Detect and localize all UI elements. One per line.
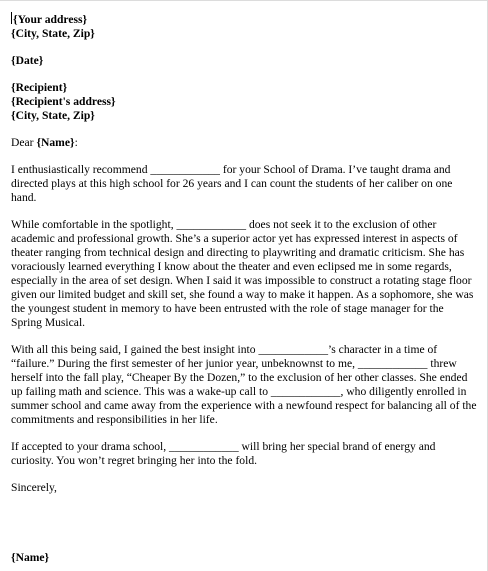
- sender-address-line: [11, 12, 477, 27]
- recipient-name: {Recipient}: [11, 81, 68, 94]
- sender-block: [11, 12, 477, 41]
- salutation-suffix: :: [74, 136, 78, 149]
- salutation-prefix: Dear: [11, 136, 37, 149]
- letter-document[interactable]: [11, 12, 477, 565]
- body-paragraph-2: While comfortable in the spotlight, ____________ does not seek it to the exclusion of other academic and professional growth. She’s a superior actor yet has expressed interest in aspects of theater ranging from technical design and directing to playwriting and dramatic criticism. She has voraciously learned everything I know about the theater and even eclipsed me in some regards, especially in the area of set design. When I said it was impossible to construct a rotating stage floor given our limited budget and skill set, she found a way to make it happen. As a sophomore, she was the youngest student in memory to have been entrusted with the role of stage manager for the Spring Musical.: [11, 218, 474, 329]
- sender-address: {Your address}: [13, 13, 88, 26]
- sender-city-state-zip: {City, State, Zip}: [11, 27, 95, 40]
- text-cursor: [11, 12, 12, 24]
- recipient-city-state-zip: {City, State, Zip}: [11, 109, 95, 122]
- body-paragraph-1: I enthusiastically recommend ____________ for your School of Drama. I’ve taught drama and directed plays at this high school for 26 years and I can count the students of her caliber on one hand.: [11, 163, 453, 204]
- body-paragraph-4: If accepted to your drama school, ____________ will bring her special brand of energy and curiosity. You won’t regret bringing her into the fold.: [11, 440, 436, 467]
- recipient-block: [11, 81, 477, 123]
- signature-name: {Name}: [11, 551, 50, 564]
- date-line: {Date}: [11, 54, 44, 67]
- recipient-address: {Recipient's address}: [11, 95, 116, 108]
- body-paragraph-3: With all this being said, I gained the best insight into ____________’s character in a time of “failure.” During the first semester of her junior year, unbeknownst to me, ____________ threw herself into the fall play, “Cheaper By the Dozen,” to the exclusion of her other classes. She ended up failing math and science. This was a wake-up call to ____________, who diligently enrolled in summer school and came away from the experience with a newfound respect for balancing all of the commitments and responsibilities in her life.: [11, 343, 477, 426]
- date-block: [11, 54, 477, 68]
- salutation-name: {Name}: [36, 136, 75, 149]
- closing: Sincerely,: [11, 481, 57, 494]
- salutation: [11, 136, 477, 150]
